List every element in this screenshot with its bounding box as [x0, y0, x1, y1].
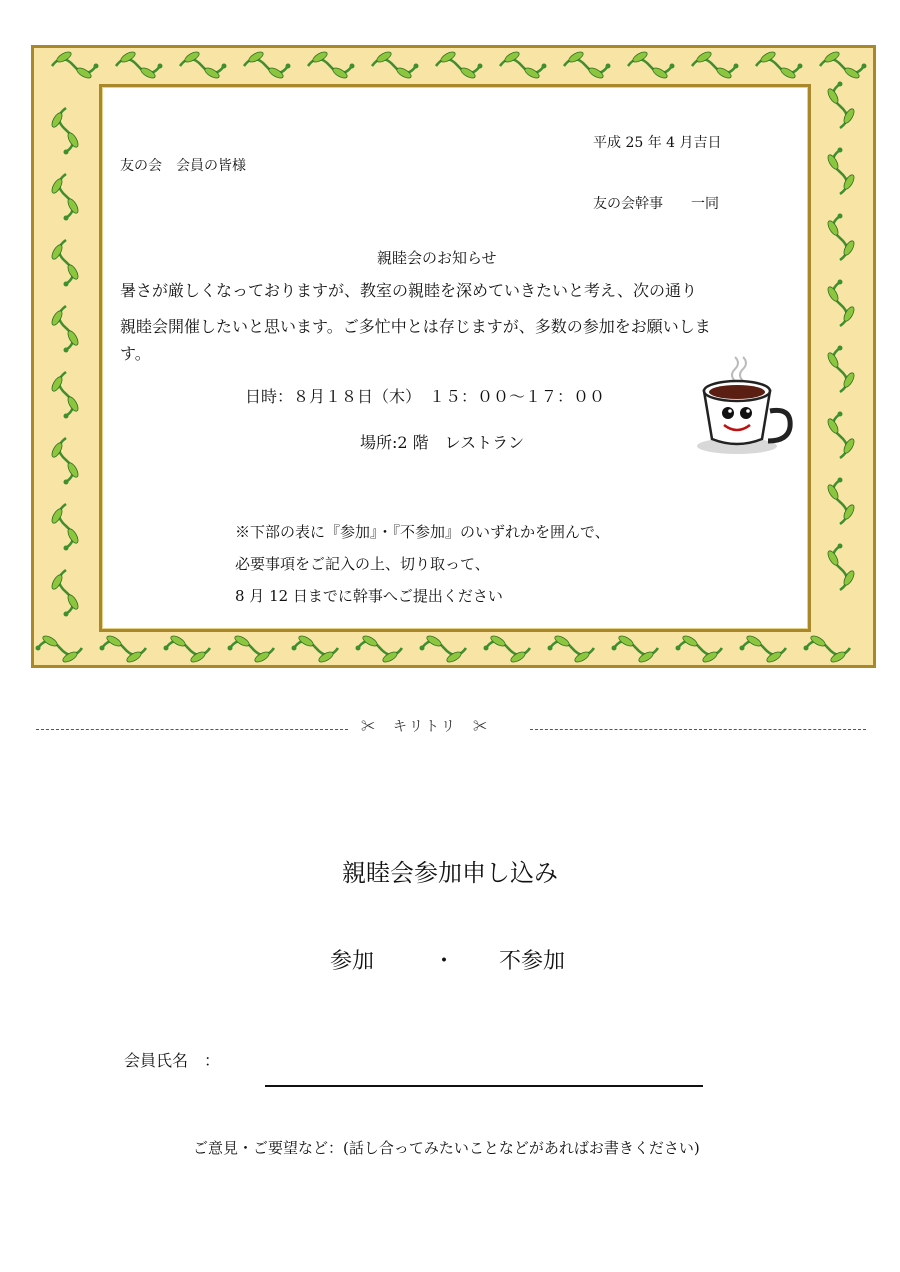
notice-body-line-3: す。	[120, 344, 151, 363]
option-separator: ・	[433, 949, 456, 974]
notice-sender: 友の会幹事 一同	[593, 196, 719, 212]
instruction-line-1: ※下部の表に『参加』・『不参加』のいずれかを囲んで、	[235, 523, 610, 541]
event-place: 場所:2 階 レストラン	[360, 433, 525, 452]
decorative-vine-frame	[31, 45, 876, 668]
instruction-line-3: 8 月 12 日までに幹事へご提出ください	[235, 587, 503, 605]
notice-panel	[99, 84, 811, 632]
comments-label: ご意見・ご要望など：(話し合ってみたいことなどがあればお書きください)	[193, 1139, 700, 1157]
member-name-line[interactable]	[265, 1085, 703, 1087]
notice-recipient: 友の会 会員の皆様	[120, 158, 246, 174]
notice-body-line-1: 暑さが厳しくなっておりますが、教室の親睦を深めていきたいと考え、次の通り	[120, 281, 697, 300]
smiling-coffee-cup-icon	[690, 351, 795, 457]
notice-date: 平成 25 年 4 月吉日	[593, 135, 722, 151]
cut-line-left	[36, 729, 348, 730]
event-datetime: 日時：８月１８日（木） １５：００～１７：００	[245, 387, 606, 406]
cut-label: ✂ キリトリ ✂	[361, 719, 489, 735]
notice-body-line-2: 親睦会開催したいと思います。ご多忙中とは存じますが、多数の参加をお願いしま	[120, 317, 711, 336]
cut-line-right	[530, 729, 866, 730]
notice-title: 親睦会のお知らせ	[377, 249, 497, 267]
member-name-label: 会員氏名 ：	[124, 1051, 221, 1070]
option-not-attend[interactable]: 不参加	[499, 949, 566, 974]
instruction-line-2: 必要事項をご記入の上、切り取って、	[235, 555, 490, 573]
form-title: 親睦会参加申し込み	[342, 859, 558, 887]
option-attend[interactable]: 参加	[330, 949, 375, 974]
